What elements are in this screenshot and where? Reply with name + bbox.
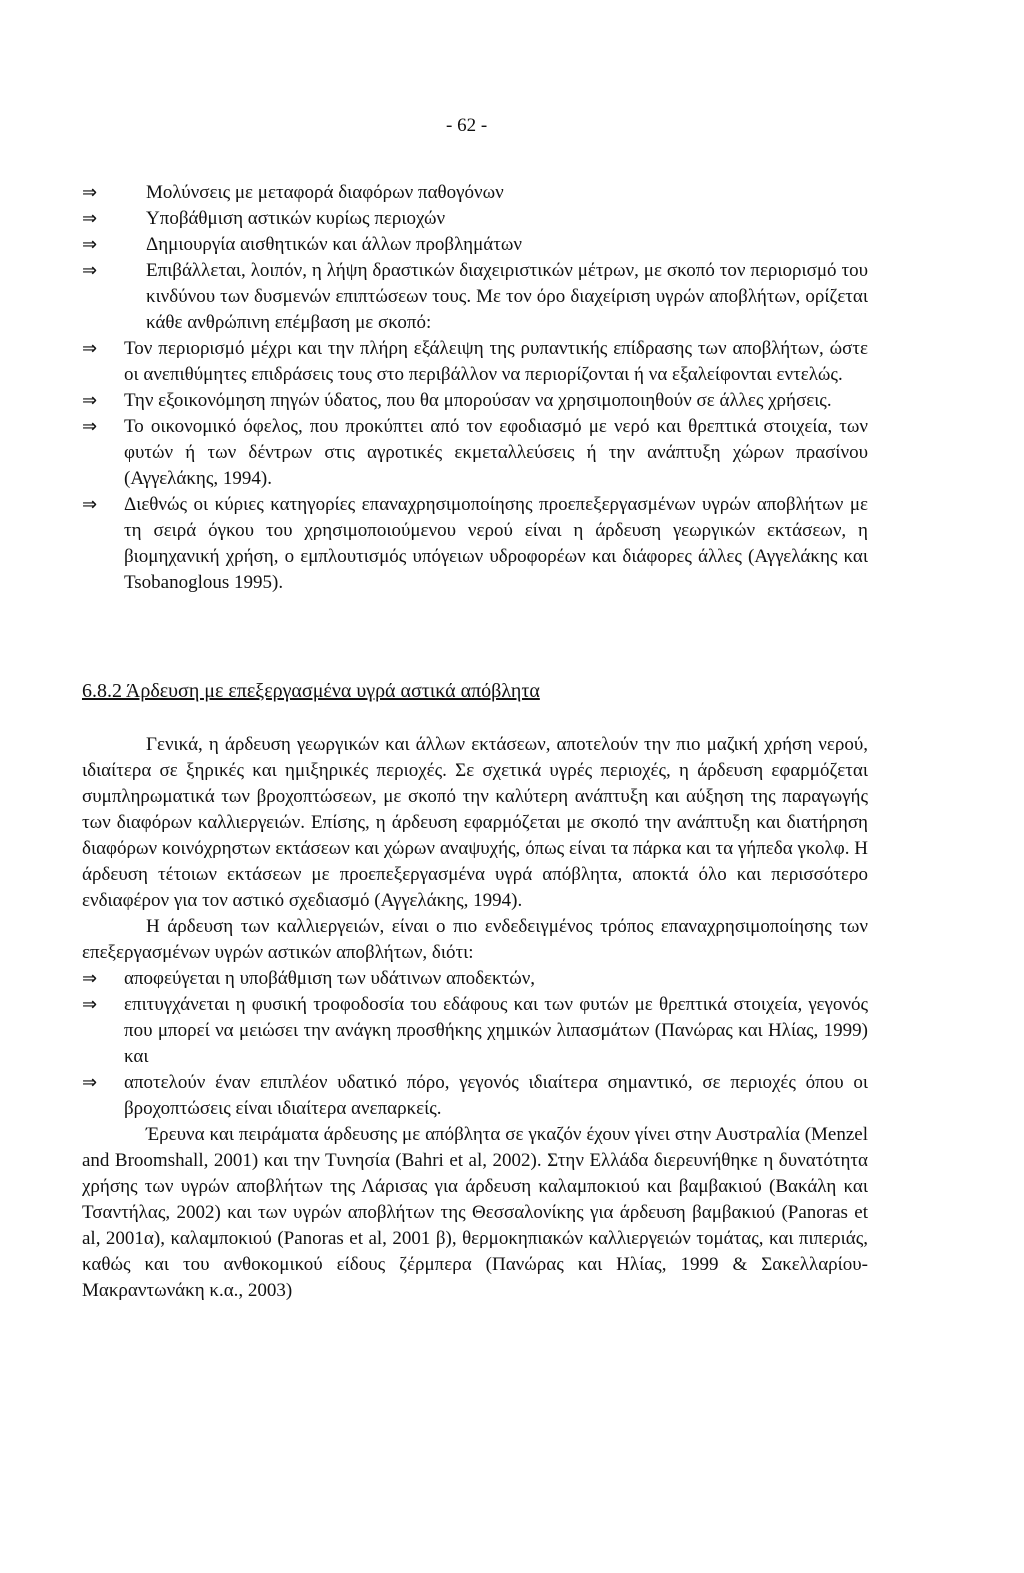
double-arrow-icon: ⇒ [82, 208, 98, 229]
double-arrow-icon: ⇒ [82, 234, 98, 255]
list-item-text: Τον περιορισμό μέχρι και την πλήρη εξάλειψη της ρυπαντικής επίδρασης των αποβλήτων, ώστε οι ανεπιθύμητες επιδράσεις τους στο περιβάλλον να περιορίζονται ή να εξαλείφονται εντελώς. [124, 338, 868, 385]
list-item-text: Διεθνώς οι κύριες κατηγορίες επαναχρησιμοποίησης προεπεξεργασμένων υγρών αποβλήτων με τη σειρά όγκου του χρησιμοποιούμενου νερού είναι η άρδευση γεωργικών εκτάσεων, η βιομηχανική χρήση, ο εμπλουτισμός υπόγειων υδροφορέων και διάφορες άλλες (Αγγελάκης και Tsobanoglous 1995). [124, 494, 868, 593]
list-item [82, 992, 868, 1070]
double-arrow-icon: ⇒ [82, 994, 98, 1015]
list-item-text: Μολύνσεις με μεταφορά διαφόρων παθογόνων [146, 182, 504, 203]
list-item [82, 1070, 868, 1122]
double-arrow-icon: ⇒ [82, 182, 98, 203]
list-item-text: Υποβάθμιση αστικών κυρίως περιοχών [146, 208, 446, 229]
list-item-text: αποτελούν έναν επιπλέον υδατικό πόρο, γεγονός ιδιαίτερα σημαντικό, σε περιοχές όπου οι βροχοπτώσεις είναι ιδιαίτερα ανεπαρκείς. [124, 1072, 868, 1119]
list-item [82, 336, 868, 388]
list-item-text: Την εξοικονόμηση πηγών ύδατος, που θα μπορούσαν να χρησιμοποιηθούν σε άλλες χρήσεις. [124, 390, 832, 411]
list-item-text: επιτυγχάνεται η φυσική τροφοδοσία του εδάφους και των φυτών με θρεπτικά στοιχεία, γεγονός που μπορεί να μειώσει την ανάγκη προσθήκης χημικών λιπασμάτων (Πανώρας και Ηλίας, 1999) και [124, 994, 868, 1067]
page-number: - 62 - [446, 115, 488, 136]
list-top [82, 180, 868, 336]
list-item-text: αποφεύγεται η υποβάθμιση των υδάτινων αποδεκτών, [124, 968, 536, 989]
paragraph: Έρευνα και πειράματα άρδευσης με απόβλητα σε γκαζόν έχουν γίνει στην Αυστραλία (Menzel and Broomshall, 2001) και την Τυνησία (Bahri et al, 2002). Στην Ελλάδα διερευνήθηκε η δυνατότητα χρήσης των υγρών αποβλήτων της Λάρισας για άρδευση καλαμποκιού και βαμβακιού (Βακάλη και Τσαντήλας, 2002) και των υγρών αποβλήτων της Θεσσαλονίκης για άρδευση βαμβακιού (Panoras et al, 2001α), καλαμποκιού (Panoras et al, 2001 β), θερμοκηπιακών καλλιεργειών τομάτας, και πιπεριάς, καθώς και του ανθοκομικού είδους ζέρμπερα (Πανώρας και Ηλίας, 1999 & Σακελλαρίου-Μακραντωνάκη κ.α., 2003) [82, 1124, 868, 1301]
section-heading: 6.8.2 Άρδευση με επεξεργασμένα υγρά αστικά απόβλητα [82, 680, 540, 702]
list-item [82, 492, 868, 596]
list-item-text: Το οικονομικό όφελος, που προκύπτει από τον εφοδιασμό με νερό και θρεπτικά στοιχεία, των φυτών ή των δέντρων στις αγροτικές εκμεταλλεύσεις ή την ανάπτυξη χώρων πρασίνου (Αγγελάκης, 1994). [124, 416, 868, 489]
double-arrow-icon: ⇒ [82, 968, 98, 989]
list-item [82, 258, 868, 336]
double-arrow-icon: ⇒ [82, 390, 98, 411]
list-item [82, 180, 868, 206]
list-item [82, 966, 868, 992]
list-item-text: Επιβάλλεται, λοιπόν, η λήψη δραστικών διαχειριστικών μέτρων, με σκοπό τον περιορισμό του κινδύνου των δυσμενών επιπτώσεων τους. Με τον όρο διαχείριση υγρών αποβλήτων, ορίζεται κάθε ανθρώπινη επέμβαση με σκοπό: [146, 260, 868, 333]
list-item [82, 232, 868, 258]
list-middle [82, 336, 868, 596]
double-arrow-icon: ⇒ [82, 416, 98, 437]
double-arrow-icon: ⇒ [82, 494, 98, 515]
list-item [82, 414, 868, 492]
list-item [82, 388, 868, 414]
section-body [82, 732, 868, 1304]
list-item-text: Δημιουργία αισθητικών και άλλων προβλημάτων [146, 234, 522, 255]
paragraph: Γενικά, η άρδευση γεωργικών και άλλων εκτάσεων, αποτελούν την πιο μαζική χρήση νερού, ιδιαίτερα σε ξηρικές και ημιξηρικές περιοχές. Σε σχετικά υγρές περιοχές, η άρδευση εφαρμόζεται συμπληρωματικά των βροχοπτώσεων, με σκοπό την καλύτερη ανάπτυξη και αύξηση της παραγωγής των διαφόρων καλλιεργειών. Επίσης, η άρδευση εφαρμόζεται με σκοπό την ανάπτυξη και διατήρηση διαφόρων κοινόχρηστων εκτάσεων και χώρων αναψυχής, όπως είναι τα πάρκα και τα γήπεδα γκολφ. Η άρδευση τέτοιων εκτάσεων με προεπεξεργασμένα υγρά απόβλητα, αποκτά όλο και περισσότερο ενδιαφέρον για τον αστικό σχεδιασμό (Αγγελάκης, 1994). [82, 734, 868, 911]
double-arrow-icon: ⇒ [82, 260, 98, 281]
double-arrow-icon: ⇒ [82, 338, 98, 359]
list-item [82, 206, 868, 232]
double-arrow-icon: ⇒ [82, 1072, 98, 1093]
paragraph: Η άρδευση των καλλιεργειών, είναι ο πιο ενδεδειγμένος τρόπος επαναχρησιμοποίησης των επεξεργασμένων υγρών αστικών αποβλήτων, διότι: [82, 916, 868, 963]
